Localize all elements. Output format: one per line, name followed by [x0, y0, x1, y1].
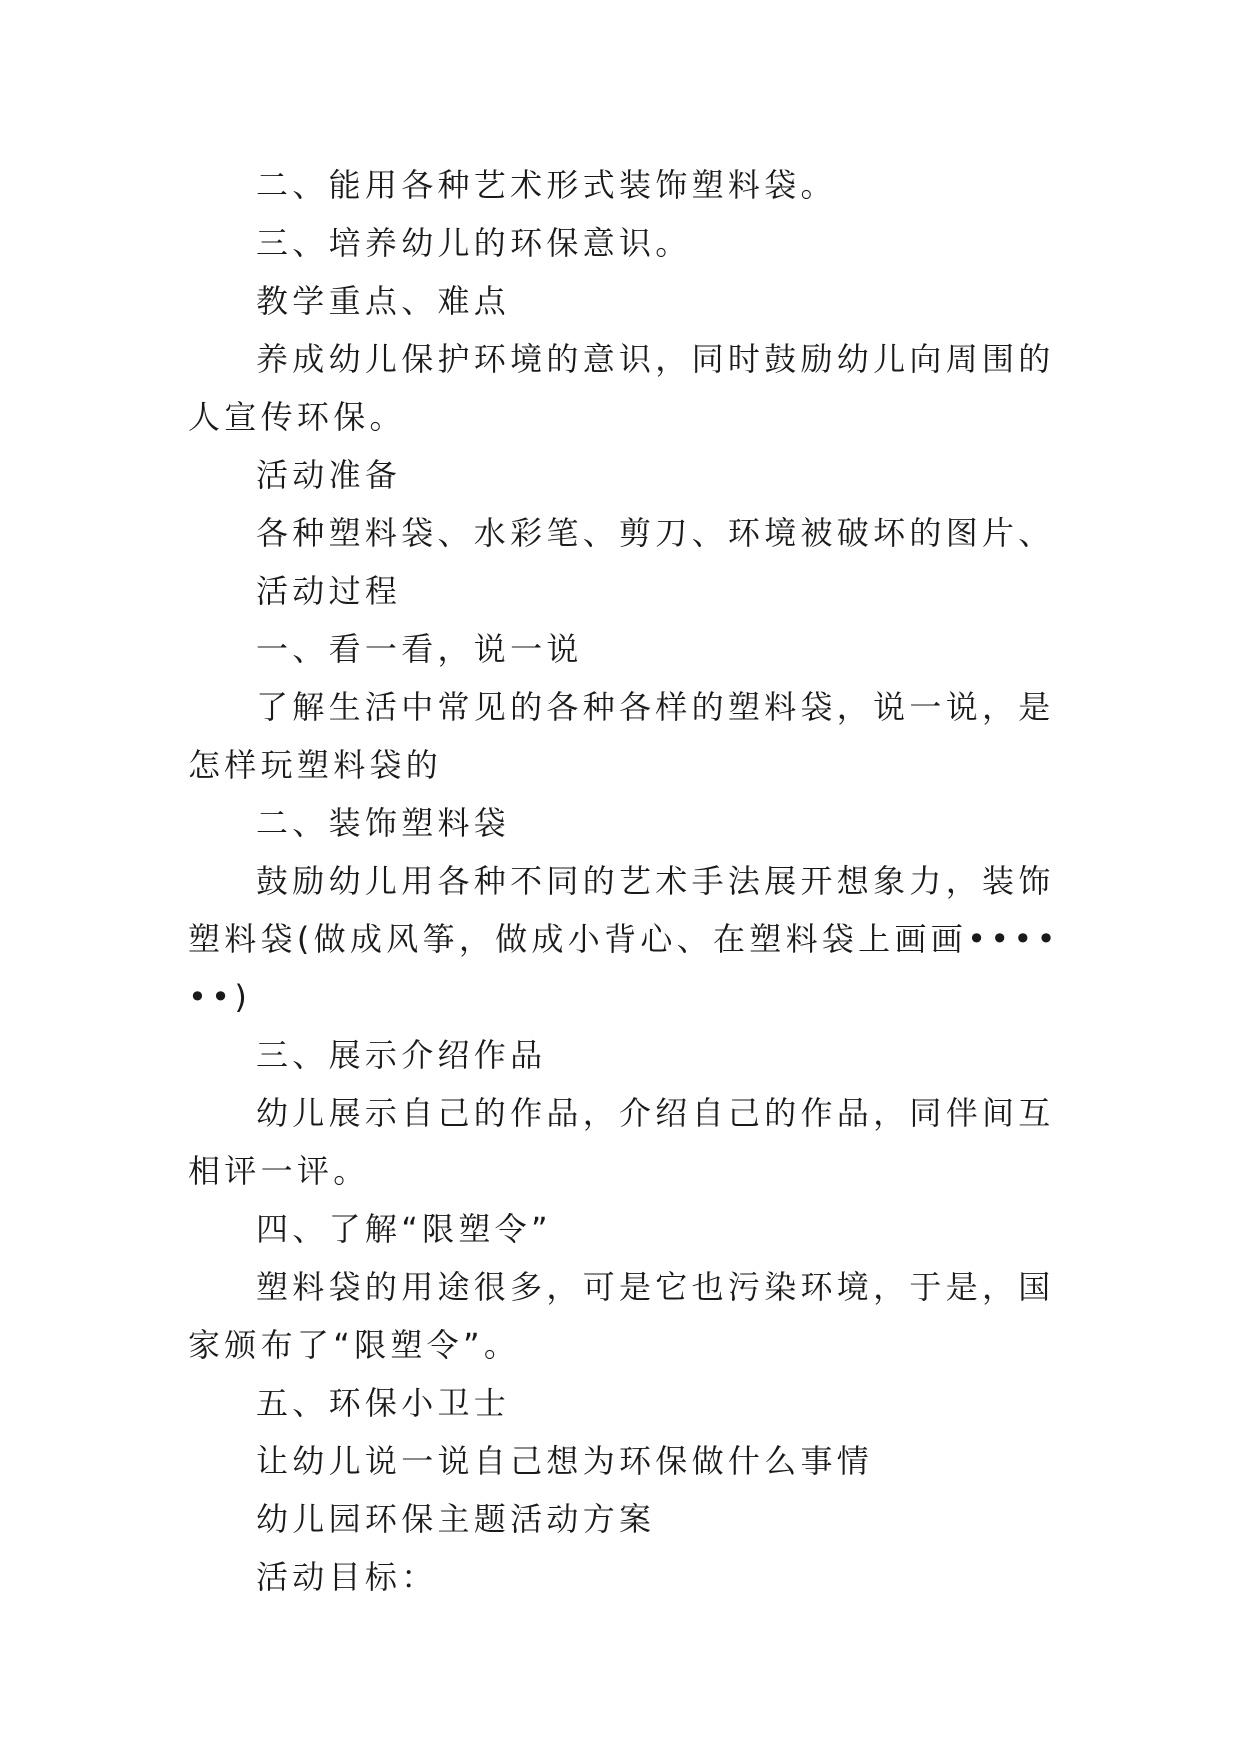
heading-process: 活动过程 [256, 572, 402, 610]
step-1-title: 一、看一看，说一说 [256, 630, 583, 668]
step-3-title: 三、展示介绍作品 [256, 1036, 547, 1074]
step-2-title: 二、装饰塑料袋 [256, 804, 511, 842]
heading-activity-goals: 活动目标： [256, 1558, 438, 1596]
step-4-title: 四、了解“限塑令” [256, 1210, 552, 1248]
document-body [188, 156, 1068, 1606]
step-3-text: 幼儿展示自己的作品，介绍自己的作品，同伴间互相评一评。 [188, 1094, 1055, 1190]
step-5-title: 五、环保小卫士 [256, 1384, 511, 1422]
step-2-text: 鼓励幼儿用各种不同的艺术手法展开想象力，装饰塑料袋(做成风筝，做成小背心、在塑料袋上画画••••••) [188, 862, 1060, 1016]
paragraph-goal-2: 二、能用各种艺术形式装饰塑料袋。 [256, 166, 837, 204]
step-1-text: 了解生活中常见的各种各样的塑料袋，说一说，是怎样玩塑料袋的 [188, 688, 1055, 784]
step-5-text: 让幼儿说一说自己想为环保做什么事情 [256, 1442, 874, 1480]
heading-key-points: 教学重点、难点 [256, 282, 511, 320]
step-4-text: 塑料袋的用途很多，可是它也污染环境，于是，国家颁布了“限塑令”。 [188, 1268, 1055, 1364]
paragraph-goal-3: 三、培养幼儿的环保意识。 [256, 224, 692, 262]
heading-preparation: 活动准备 [256, 456, 402, 494]
paragraph-key-points: 养成幼儿保护环境的意识，同时鼓励幼儿向周围的人宣传环保。 [188, 340, 1055, 436]
paragraph-preparation: 各种塑料袋、水彩笔、剪刀、环境被破坏的图片、 [256, 514, 1055, 552]
section-title: 幼儿园环保主题活动方案 [256, 1500, 656, 1538]
